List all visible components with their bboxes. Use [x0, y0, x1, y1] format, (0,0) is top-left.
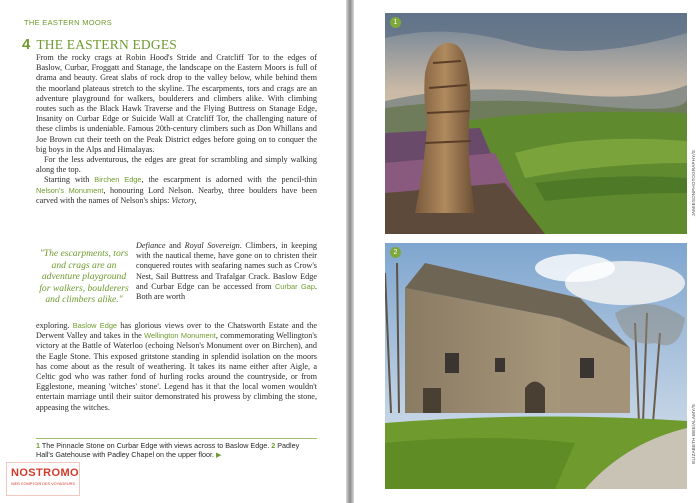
body-text-middle	[136, 241, 317, 302]
place-baslow-edge: Baslow Edge	[72, 321, 118, 330]
photo-pinnacle-stone	[385, 13, 687, 234]
caption-divider	[36, 438, 317, 439]
photo-captions	[36, 441, 317, 460]
photo-number-badge: 2	[390, 247, 401, 258]
paragraph-2: For the less adventurous, the edges are great for scrambling and simply walking along the top.	[36, 155, 317, 175]
book-gutter	[346, 0, 354, 503]
place-birchen-edge: Birchen Edge	[94, 175, 142, 185]
section-number: 4	[22, 36, 31, 53]
nostromo-logo	[6, 462, 80, 496]
right-page	[354, 0, 700, 503]
place-nelsons-monument: Nelson's Monument	[36, 185, 104, 195]
paragraph-3: Starting with Birchen Edge, the escarpment is adorned with the pencil-thin Nelson's Monument, honouring Lord Nelson. Nearby, three boulders have been carved with the names of Nelson's ships: Victory,	[36, 175, 318, 205]
left-page	[0, 0, 346, 503]
body-text-top	[36, 53, 317, 206]
landscape-photo-icon	[385, 13, 687, 234]
photo-number-badge: 1	[390, 17, 401, 28]
caption-text-2: Padley Hall's Gatehouse with Padley Chapel on the upper floor.	[36, 441, 300, 460]
paragraph-1: From the rocky crags at Robin Hood's Stride and Cratcliff Tor to the edges of Baslow, Curbar, Froggatt and Stanage, the landscape on the Eastern Moors is full of drama and beauty. Great slabs of rock drop to the valley below, while behind them the moorland plateaus stretch to the skyline. The escarpments, tors and crags are an adventure playground for walkers, boulderers and climbers alike. With climbing routes such as the Black Hawk Traverse and the Flying Buttress on Stanage Edge, Insanity on Curbar Edge or Suicide Wall at Cratcliff Tor, the challenging nature of these climbs is undeniable. Famous 20th-century climbers such as Don Whillans and Joe Brown cut their teeth on the Peak District edges before going on to conquer the big boys in the Alps and Himalayas.	[36, 53, 317, 154]
photo-credit-2: ELIZABETH BEE/ALAMY/S	[691, 404, 696, 464]
logo-name: NOSTROMO	[11, 467, 79, 479]
paragraph-5: exploring. Baslow Edge has glorious views over to the Chatsworth Estate and the Derwent Valley and takes in the Wellington Monument, commemorating Wellington's victory at the Battle of Waterloo (echoing Nelson's Monument over on Birchen), and the Eagle Stone. This exposed gritstone standing in splendid isolation on the moors has come about as the result of weathering. It takes its name either after Aigle, a Celtic god who was rather fond of hurling rocks around the countryside, or from Egglestone, meaning 'witches' stone'. Legend has it that the local women wouldn't entertain marriage until their suitor demonstrated his prowess by climbing the stone, appeasing the witches.	[36, 321, 317, 412]
caption-text-1: The Pinnacle Stone on Curbar Edge with views across to Baslow Edge.	[40, 441, 272, 450]
body-text-bottom	[36, 321, 317, 413]
photo-padley-gatehouse	[385, 243, 687, 489]
place-wellington-monument: Wellington Monument	[144, 331, 216, 341]
running-head: THE EASTERN MOORS	[24, 18, 113, 27]
pull-quote: "The escarpments, tors and crags are an adventure playground for walkers, boulderers and climbers alike."	[39, 248, 129, 305]
continue-arrow-icon: ▶	[215, 450, 222, 460]
section-title: THE EASTERN EDGES	[36, 37, 177, 52]
paragraph-4: Defiance and Royal Sovereign. Climbers, in keeping with the nautical theme, have gone on to christen their conquered routes with seafaring names such as Crow's Nest, Sail Buttress and Trafalgar Crack. Baslow Edge and Curbar Edge can be accessed from Curbar Gap. Both are worth	[136, 241, 318, 302]
caption-number-1: 1	[36, 441, 40, 450]
section-heading	[22, 36, 177, 53]
logo-tagline: WEB COMPTOIR DES VOYAGEURS	[11, 482, 75, 486]
photo-credit-1: JAMIESONPHOTOGRAPHY/S	[691, 150, 696, 217]
chapel-photo-icon	[385, 243, 687, 489]
place-curbar-gap: Curbar Gap	[274, 281, 315, 291]
caption-number-2: 2	[271, 441, 276, 450]
